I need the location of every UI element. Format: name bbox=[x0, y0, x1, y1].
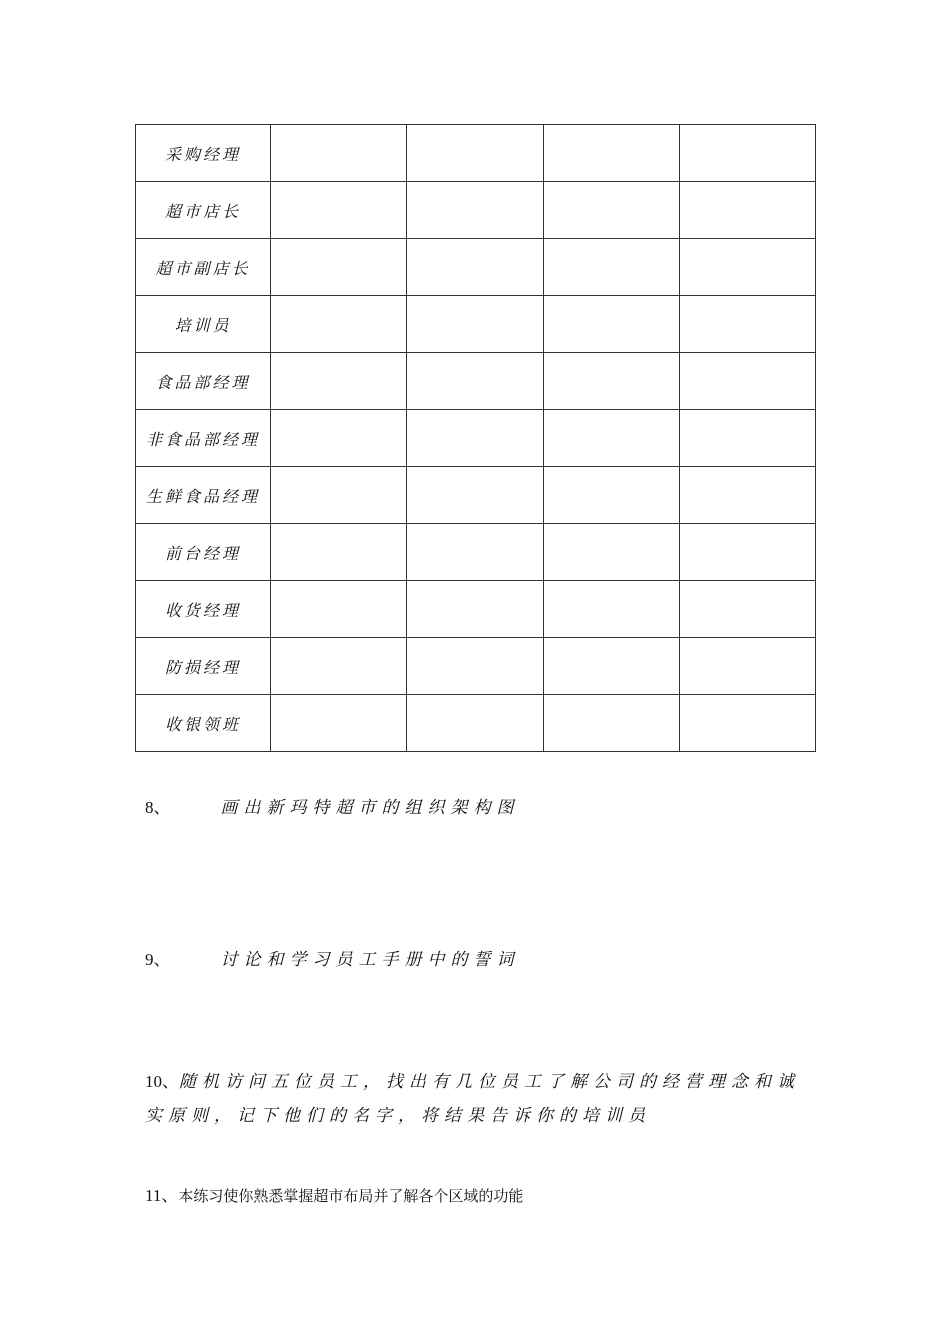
blank-cell bbox=[543, 410, 679, 467]
question-11 bbox=[145, 1180, 523, 1212]
blank-cell bbox=[407, 353, 543, 410]
blank-cell bbox=[407, 125, 543, 182]
blank-cell bbox=[271, 239, 407, 296]
blank-cell bbox=[271, 581, 407, 638]
blank-cell bbox=[679, 695, 815, 752]
table-row bbox=[136, 239, 816, 296]
blank-cell bbox=[679, 638, 815, 695]
blank-cell bbox=[679, 296, 815, 353]
blank-cell bbox=[679, 467, 815, 524]
blank-cell bbox=[543, 125, 679, 182]
blank-cell bbox=[679, 182, 815, 239]
blank-cell bbox=[679, 125, 815, 182]
blank-cell bbox=[271, 524, 407, 581]
question-number: 8、 bbox=[145, 798, 171, 817]
question-text: 随机访问五位员工，找出有几位员工了解公司的经营理念和诚实原则，记下他们的名字，将结果告诉你的培训员 bbox=[145, 1072, 800, 1126]
role-cell: 超市副店长 bbox=[136, 239, 271, 296]
blank-cell bbox=[679, 239, 815, 296]
role-cell: 收银领班 bbox=[136, 695, 271, 752]
blank-cell bbox=[543, 638, 679, 695]
role-cell: 非食品部经理 bbox=[136, 410, 271, 467]
role-cell: 食品部经理 bbox=[136, 353, 271, 410]
blank-cell bbox=[679, 524, 815, 581]
blank-cell bbox=[271, 467, 407, 524]
table-row bbox=[136, 638, 816, 695]
question-text: 讨论和学习员工手册中的誓词 bbox=[220, 950, 520, 970]
blank-cell bbox=[271, 410, 407, 467]
question-number: 9、 bbox=[145, 950, 171, 969]
table-row bbox=[136, 353, 816, 410]
question-9 bbox=[145, 944, 520, 976]
blank-cell bbox=[679, 353, 815, 410]
table-row bbox=[136, 182, 816, 239]
question-text: 画出新玛特超市的组织架构图 bbox=[220, 798, 520, 818]
question-8 bbox=[145, 792, 520, 824]
blank-cell bbox=[271, 296, 407, 353]
blank-cell bbox=[543, 296, 679, 353]
blank-cell bbox=[407, 467, 543, 524]
table-row bbox=[136, 524, 816, 581]
question-number: 10、 bbox=[145, 1072, 179, 1091]
blank-cell bbox=[271, 695, 407, 752]
blank-cell bbox=[679, 410, 815, 467]
table-row bbox=[136, 125, 816, 182]
blank-cell bbox=[271, 125, 407, 182]
question-number: 11、 bbox=[145, 1186, 179, 1205]
blank-cell bbox=[407, 239, 543, 296]
role-cell: 前台经理 bbox=[136, 524, 271, 581]
table-row bbox=[136, 410, 816, 467]
question-text: 本练习使你熟悉掌握超市布局并了解各个区域的功能 bbox=[178, 1187, 524, 1205]
table-row bbox=[136, 581, 816, 638]
table-row bbox=[136, 467, 816, 524]
blank-cell bbox=[407, 182, 543, 239]
role-cell: 采购经理 bbox=[136, 125, 271, 182]
role-cell: 超市店长 bbox=[136, 182, 271, 239]
blank-cell bbox=[407, 296, 543, 353]
blank-cell bbox=[271, 182, 407, 239]
blank-cell bbox=[407, 638, 543, 695]
blank-cell bbox=[271, 638, 407, 695]
role-table bbox=[135, 124, 816, 752]
blank-cell bbox=[543, 239, 679, 296]
table-row bbox=[136, 296, 816, 353]
blank-cell bbox=[543, 524, 679, 581]
role-cell: 生鲜食品经理 bbox=[136, 467, 271, 524]
table-row bbox=[136, 695, 816, 752]
blank-cell bbox=[407, 581, 543, 638]
role-cell: 收货经理 bbox=[136, 581, 271, 638]
question-10 bbox=[145, 1065, 817, 1133]
blank-cell bbox=[543, 353, 679, 410]
blank-cell bbox=[271, 353, 407, 410]
blank-cell bbox=[407, 410, 543, 467]
blank-cell bbox=[543, 467, 679, 524]
blank-cell bbox=[543, 182, 679, 239]
role-cell: 防损经理 bbox=[136, 638, 271, 695]
blank-cell bbox=[543, 581, 679, 638]
blank-cell bbox=[679, 581, 815, 638]
blank-cell bbox=[543, 695, 679, 752]
role-cell: 培训员 bbox=[136, 296, 271, 353]
blank-cell bbox=[407, 695, 543, 752]
blank-cell bbox=[407, 524, 543, 581]
